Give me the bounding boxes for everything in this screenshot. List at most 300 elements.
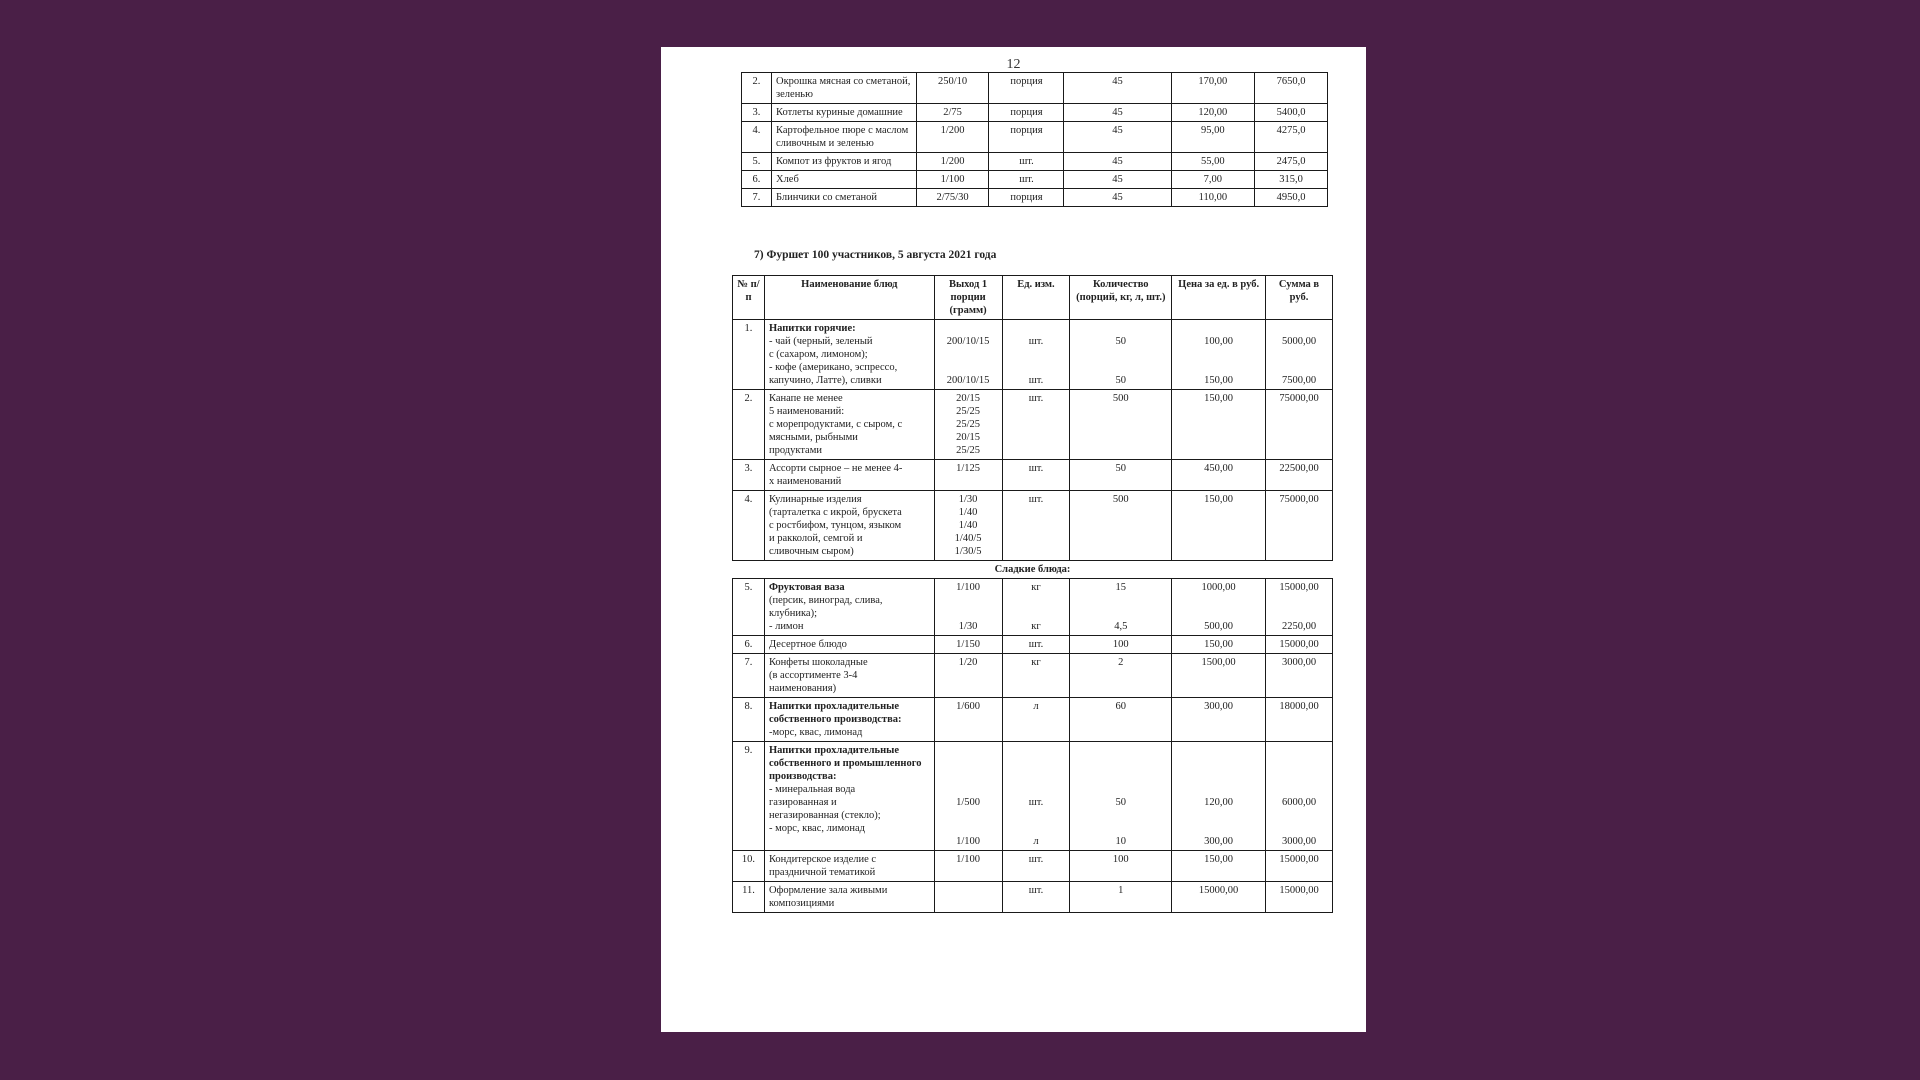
cell-output: 1/200 bbox=[916, 153, 989, 171]
cell-output bbox=[934, 579, 1002, 636]
cell-unit: порция bbox=[989, 104, 1064, 122]
output-value: 1/30/5 bbox=[954, 546, 982, 557]
item-title: Фруктовая ваза bbox=[768, 582, 845, 593]
cell-name: Картофельное пюре с маслом сливочным и зеленью bbox=[771, 122, 916, 153]
unit-value: л bbox=[1033, 836, 1039, 847]
price-value bbox=[1176, 594, 1261, 607]
cell-price bbox=[1172, 579, 1266, 636]
cell-output bbox=[934, 390, 1002, 460]
qty-value: 500 bbox=[1112, 393, 1129, 404]
price-value: 150,00 bbox=[1204, 393, 1234, 404]
sum-value bbox=[1270, 322, 1328, 335]
output-value: 25/25 bbox=[956, 406, 981, 417]
cell-num: 2. bbox=[742, 73, 772, 104]
sum-value bbox=[1270, 744, 1328, 757]
cell-qty bbox=[1070, 636, 1172, 654]
table-row bbox=[733, 698, 1333, 742]
price-value: 150,00 bbox=[1204, 639, 1234, 650]
price-value: 1500,00 bbox=[1201, 657, 1236, 668]
table-row bbox=[742, 189, 1328, 207]
cell-qty bbox=[1070, 654, 1172, 698]
cell-sum bbox=[1266, 320, 1333, 390]
cell-output: 1/200 bbox=[916, 122, 989, 153]
header-qty: Количество (порций, кг, л, шт.) bbox=[1070, 276, 1172, 320]
cell-unit bbox=[1002, 654, 1070, 698]
output-value: 1/150 bbox=[956, 639, 981, 650]
header-output: Выход 1 порции (грамм) bbox=[934, 276, 1002, 320]
unit-value: кг bbox=[1031, 621, 1041, 632]
cell-sum bbox=[1266, 742, 1333, 851]
price-value: 150,00 bbox=[1204, 494, 1234, 505]
qty-value: 1 bbox=[1118, 885, 1124, 896]
table-row bbox=[733, 851, 1333, 882]
cell-qty bbox=[1070, 742, 1172, 851]
item-line: Кондитерское изделие с bbox=[768, 854, 877, 865]
cell-qty bbox=[1070, 460, 1172, 491]
table-row bbox=[742, 153, 1328, 171]
item-title: Напитки прохладительные собственного и промышленного производства: bbox=[768, 745, 922, 782]
qty-value bbox=[1074, 770, 1167, 783]
cell-output: 2/75/30 bbox=[916, 189, 989, 207]
page-number: 12 bbox=[1006, 57, 1021, 72]
price-value: 150,00 bbox=[1204, 854, 1234, 865]
cell-price bbox=[1172, 320, 1266, 390]
output-value bbox=[939, 809, 998, 822]
cell-qty: 45 bbox=[1064, 104, 1171, 122]
cell-sum: 5400,0 bbox=[1255, 104, 1328, 122]
cell-qty bbox=[1070, 579, 1172, 636]
cell-unit: порция bbox=[989, 73, 1064, 104]
output-value: 1/30 bbox=[958, 494, 978, 505]
cell-num: 2. bbox=[733, 390, 765, 460]
item-line: (в ассортименте 3-4 bbox=[768, 670, 858, 681]
cell-qty bbox=[1070, 390, 1172, 460]
output-value bbox=[939, 770, 998, 783]
cell-sum: 315,0 bbox=[1255, 171, 1328, 189]
document-page bbox=[661, 47, 1366, 1032]
cell-name bbox=[764, 579, 934, 636]
cell-unit: шт. bbox=[989, 171, 1064, 189]
table-row bbox=[733, 742, 1333, 851]
cell-name: Окрошка мясная со сметаной, зеленью bbox=[771, 73, 916, 104]
header-sum: Сумма в руб. bbox=[1266, 276, 1333, 320]
cell-unit bbox=[1002, 390, 1070, 460]
price-value bbox=[1176, 348, 1261, 361]
cell-name bbox=[764, 851, 934, 882]
cell-name bbox=[764, 320, 934, 390]
unit-value: шт. bbox=[1028, 797, 1044, 808]
item-line: Конфеты шоколадные bbox=[768, 657, 868, 668]
item-line: клубника); bbox=[768, 608, 818, 619]
price-value: 150,00 bbox=[1204, 375, 1234, 386]
unit-value: шт. bbox=[1028, 639, 1044, 650]
cell-num: 3. bbox=[733, 460, 765, 491]
price-value bbox=[1176, 361, 1261, 374]
item-line: и ракколой, семгой и bbox=[768, 533, 863, 544]
cell-num: 9. bbox=[733, 742, 765, 851]
item-line: (персик, виноград, слива, bbox=[768, 595, 883, 606]
unit-value bbox=[1007, 744, 1066, 757]
qty-value: 50 bbox=[1115, 336, 1127, 347]
item-line: Оформление зала живыми bbox=[768, 885, 888, 896]
cell-qty bbox=[1070, 698, 1172, 742]
unit-value bbox=[1007, 770, 1066, 783]
qty-value: 50 bbox=[1115, 375, 1127, 386]
cell-price: 7,00 bbox=[1171, 171, 1255, 189]
output-value bbox=[939, 607, 998, 620]
qty-value bbox=[1074, 744, 1167, 757]
unit-value bbox=[1007, 607, 1066, 620]
cell-qty bbox=[1070, 320, 1172, 390]
qty-value: 10 bbox=[1115, 836, 1127, 847]
item-line: 5 наименований: bbox=[768, 406, 845, 417]
cell-qty: 45 bbox=[1064, 122, 1171, 153]
output-value bbox=[939, 757, 998, 770]
unit-value: шт. bbox=[1028, 393, 1044, 404]
header-name: Наименование блюд bbox=[764, 276, 934, 320]
sum-value: 5000,00 bbox=[1281, 336, 1317, 347]
output-value: 200/10/15 bbox=[946, 375, 990, 386]
unit-value bbox=[1007, 348, 1066, 361]
cell-name bbox=[764, 654, 934, 698]
output-value: 1/40/5 bbox=[954, 533, 982, 544]
cell-sum bbox=[1266, 491, 1333, 561]
sweet-heading-row bbox=[733, 561, 1333, 579]
output-value bbox=[939, 744, 998, 757]
sum-value: 75000,00 bbox=[1279, 393, 1319, 404]
item-line: - чай (черный, зеленый bbox=[768, 336, 873, 347]
cell-price bbox=[1172, 390, 1266, 460]
sum-value bbox=[1270, 783, 1328, 796]
qty-value: 60 bbox=[1115, 701, 1127, 712]
output-value: 20/15 bbox=[956, 393, 981, 404]
cell-unit bbox=[1002, 742, 1070, 851]
item-line: негазированная (стекло); bbox=[768, 810, 881, 821]
output-value: 20/15 bbox=[956, 432, 981, 443]
sum-value bbox=[1270, 607, 1328, 620]
item-line: праздничной тематикой bbox=[768, 867, 876, 878]
cell-num: 11. bbox=[733, 882, 765, 913]
table-row bbox=[742, 171, 1328, 189]
cell-sum: 4275,0 bbox=[1255, 122, 1328, 153]
cell-price bbox=[1172, 882, 1266, 913]
cell-name bbox=[764, 882, 934, 913]
cell-sum bbox=[1266, 636, 1333, 654]
cell-name: Компот из фруктов и ягод bbox=[771, 153, 916, 171]
table-row bbox=[733, 390, 1333, 460]
cell-qty: 45 bbox=[1064, 189, 1171, 207]
sum-value: 15000,00 bbox=[1279, 885, 1319, 896]
cell-name bbox=[764, 698, 934, 742]
cell-price bbox=[1172, 654, 1266, 698]
price-value: 450,00 bbox=[1204, 463, 1234, 474]
cell-unit bbox=[1002, 320, 1070, 390]
item-line: газированная и bbox=[768, 797, 837, 808]
section-heading: 7) Фуршет 100 участников, 5 августа 2021 года bbox=[754, 249, 997, 261]
output-value: 1/40 bbox=[958, 507, 978, 518]
cell-output bbox=[934, 460, 1002, 491]
cell-price bbox=[1172, 851, 1266, 882]
output-value: 25/25 bbox=[956, 419, 981, 430]
cell-price bbox=[1172, 636, 1266, 654]
unit-value: шт. bbox=[1028, 375, 1044, 386]
output-value: 1/20 bbox=[958, 657, 978, 668]
qty-value bbox=[1074, 594, 1167, 607]
item-line: -морс, квас, лимонад bbox=[768, 727, 863, 738]
qty-value: 2 bbox=[1118, 657, 1124, 668]
cell-output: 250/10 bbox=[916, 73, 989, 104]
item-line: наименования) bbox=[768, 683, 837, 694]
cell-unit bbox=[1002, 636, 1070, 654]
buffet-table bbox=[732, 275, 1333, 913]
cell-sum bbox=[1266, 460, 1333, 491]
item-line: (тарталетка с икрой, брускета bbox=[768, 507, 902, 518]
cell-price bbox=[1172, 460, 1266, 491]
item-line: капучино, Латте), сливки bbox=[768, 375, 882, 386]
unit-value bbox=[1007, 594, 1066, 607]
qty-value: 50 bbox=[1115, 463, 1127, 474]
table-row bbox=[733, 579, 1333, 636]
table-row bbox=[733, 654, 1333, 698]
cell-output bbox=[934, 491, 1002, 561]
table-row bbox=[742, 73, 1328, 104]
output-value: 1/40 bbox=[958, 520, 978, 531]
cell-output bbox=[934, 636, 1002, 654]
cell-sum bbox=[1266, 579, 1333, 636]
item-line: композициями bbox=[768, 898, 835, 909]
cell-output bbox=[934, 698, 1002, 742]
cell-num: 7. bbox=[742, 189, 772, 207]
output-value bbox=[939, 594, 998, 607]
item-line: с (сахаром, лимоном); bbox=[768, 349, 868, 360]
unit-value: кг bbox=[1031, 657, 1041, 668]
item-line: Канапе не менее bbox=[768, 393, 843, 404]
cell-output bbox=[934, 742, 1002, 851]
qty-value bbox=[1074, 322, 1167, 335]
price-value: 100,00 bbox=[1204, 336, 1234, 347]
price-value bbox=[1176, 322, 1261, 335]
output-value bbox=[939, 884, 998, 897]
cell-sum bbox=[1266, 851, 1333, 882]
qty-value bbox=[1074, 361, 1167, 374]
qty-value: 4,5 bbox=[1114, 621, 1128, 632]
cell-unit bbox=[1002, 698, 1070, 742]
sweet-heading: Сладкие блюда: bbox=[733, 561, 1333, 579]
cell-price: 120,00 bbox=[1171, 104, 1255, 122]
cell-sum: 7650,0 bbox=[1255, 73, 1328, 104]
table-row bbox=[733, 491, 1333, 561]
sum-value: 22500,00 bbox=[1279, 463, 1319, 474]
table-header-row bbox=[733, 276, 1333, 320]
cell-name: Блинчики со сметаной bbox=[771, 189, 916, 207]
cell-sum: 2475,0 bbox=[1255, 153, 1328, 171]
sum-value: 15000,00 bbox=[1279, 854, 1319, 865]
item-line: - лимон bbox=[768, 621, 804, 632]
sum-value: 3000,00 bbox=[1281, 836, 1317, 847]
cell-num: 5. bbox=[742, 153, 772, 171]
sum-value: 75000,00 bbox=[1279, 494, 1319, 505]
cell-num: 3. bbox=[742, 104, 772, 122]
cell-price bbox=[1172, 742, 1266, 851]
unit-value: шт. bbox=[1028, 854, 1044, 865]
cell-qty: 45 bbox=[1064, 153, 1171, 171]
cell-unit bbox=[1002, 491, 1070, 561]
qty-value: 500 bbox=[1112, 494, 1129, 505]
price-value bbox=[1176, 822, 1261, 835]
cell-num: 8. bbox=[733, 698, 765, 742]
item-line: Кулинарные изделия bbox=[768, 494, 862, 505]
cell-price: 95,00 bbox=[1171, 122, 1255, 153]
price-value: 15000,00 bbox=[1198, 885, 1239, 896]
output-value: 1/100 bbox=[956, 854, 981, 865]
sum-value: 2250,00 bbox=[1281, 621, 1317, 632]
price-value: 300,00 bbox=[1204, 701, 1234, 712]
qty-value bbox=[1074, 809, 1167, 822]
cell-sum: 4950,0 bbox=[1255, 189, 1328, 207]
unit-value bbox=[1007, 361, 1066, 374]
unit-value: шт. bbox=[1028, 885, 1044, 896]
output-value bbox=[939, 822, 998, 835]
output-value: 1/600 bbox=[956, 701, 981, 712]
cell-num: 6. bbox=[742, 171, 772, 189]
table-row bbox=[742, 122, 1328, 153]
price-value bbox=[1176, 757, 1261, 770]
cell-sum bbox=[1266, 698, 1333, 742]
sum-value: 15000,00 bbox=[1279, 639, 1319, 650]
cell-unit bbox=[1002, 579, 1070, 636]
item-line: продуктами bbox=[768, 445, 822, 456]
cell-name bbox=[764, 742, 934, 851]
sum-value bbox=[1270, 348, 1328, 361]
sum-value: 15000,00 bbox=[1279, 582, 1319, 593]
cell-price: 170,00 bbox=[1171, 73, 1255, 104]
cell-num: 10. bbox=[733, 851, 765, 882]
cell-price bbox=[1172, 698, 1266, 742]
item-line: с ростбифом, тунцом, языком bbox=[768, 520, 902, 531]
item-line: сливочным сыром) bbox=[768, 546, 854, 557]
qty-value bbox=[1074, 348, 1167, 361]
item-line: - минеральная вода bbox=[768, 784, 856, 795]
output-value bbox=[939, 322, 998, 335]
header-num: № п/п bbox=[733, 276, 765, 320]
table-row bbox=[733, 460, 1333, 491]
cell-qty: 45 bbox=[1064, 73, 1171, 104]
qty-value: 100 bbox=[1112, 854, 1129, 865]
unit-value: л bbox=[1033, 701, 1039, 712]
cell-output bbox=[934, 320, 1002, 390]
qty-value: 15 bbox=[1115, 582, 1127, 593]
cell-unit: порция bbox=[989, 189, 1064, 207]
unit-value bbox=[1007, 822, 1066, 835]
qty-value bbox=[1074, 822, 1167, 835]
item-line: - морс, квас, лимонад bbox=[768, 823, 865, 834]
cell-price: 110,00 bbox=[1171, 189, 1255, 207]
item-title: Напитки горячие: bbox=[768, 323, 856, 334]
header-price: Цена за ед. в руб. bbox=[1172, 276, 1266, 320]
cell-output bbox=[934, 851, 1002, 882]
sum-value: 7500,00 bbox=[1281, 375, 1317, 386]
cell-unit: шт. bbox=[989, 153, 1064, 171]
item-line: Десертное блюдо bbox=[768, 639, 847, 650]
cell-unit bbox=[1002, 851, 1070, 882]
cell-sum bbox=[1266, 390, 1333, 460]
cell-price: 55,00 bbox=[1171, 153, 1255, 171]
cell-num: 7. bbox=[733, 654, 765, 698]
output-value: 200/10/15 bbox=[946, 336, 990, 347]
cell-name: Хлеб bbox=[771, 171, 916, 189]
price-value bbox=[1176, 744, 1261, 757]
cell-qty bbox=[1070, 491, 1172, 561]
unit-value: шт. bbox=[1028, 336, 1044, 347]
sum-value bbox=[1270, 809, 1328, 822]
output-value bbox=[939, 348, 998, 361]
sum-value bbox=[1270, 594, 1328, 607]
cell-output bbox=[934, 654, 1002, 698]
price-value: 120,00 bbox=[1204, 797, 1234, 808]
cell-name bbox=[764, 460, 934, 491]
cell-name bbox=[764, 491, 934, 561]
table-row bbox=[733, 636, 1333, 654]
cell-qty: 45 bbox=[1064, 171, 1171, 189]
price-value bbox=[1176, 809, 1261, 822]
item-line: х наименований bbox=[768, 476, 842, 487]
unit-value bbox=[1007, 809, 1066, 822]
menu-table-continued bbox=[741, 72, 1328, 207]
sum-value: 3000,00 bbox=[1281, 657, 1317, 668]
unit-value: шт. bbox=[1028, 463, 1044, 474]
cell-sum bbox=[1266, 882, 1333, 913]
output-value: 1/500 bbox=[956, 797, 981, 808]
sum-value: 18000,00 bbox=[1279, 701, 1319, 712]
price-value bbox=[1176, 783, 1261, 796]
cell-unit bbox=[1002, 882, 1070, 913]
cell-num: 4. bbox=[733, 491, 765, 561]
price-value bbox=[1176, 607, 1261, 620]
cell-num: 1. bbox=[733, 320, 765, 390]
price-value: 1000,00 bbox=[1201, 582, 1236, 593]
cell-price bbox=[1172, 491, 1266, 561]
cell-sum bbox=[1266, 654, 1333, 698]
qty-value bbox=[1074, 607, 1167, 620]
output-value: 1/30 bbox=[958, 621, 978, 632]
table-row bbox=[742, 104, 1328, 122]
unit-value: кг bbox=[1031, 582, 1041, 593]
item-line: - кофе (американо, эспрессо, bbox=[768, 362, 898, 373]
unit-value bbox=[1007, 783, 1066, 796]
sum-value bbox=[1270, 770, 1328, 783]
table-row bbox=[733, 320, 1333, 390]
output-value: 1/125 bbox=[956, 463, 981, 474]
unit-value: шт. bbox=[1028, 494, 1044, 505]
cell-num: 5. bbox=[733, 579, 765, 636]
cell-qty bbox=[1070, 851, 1172, 882]
qty-value: 100 bbox=[1112, 639, 1129, 650]
price-value: 500,00 bbox=[1204, 621, 1234, 632]
output-value bbox=[939, 783, 998, 796]
qty-value bbox=[1074, 757, 1167, 770]
cell-output bbox=[934, 882, 1002, 913]
cell-output: 1/100 bbox=[916, 171, 989, 189]
price-value: 300,00 bbox=[1204, 836, 1234, 847]
output-value bbox=[939, 361, 998, 374]
qty-value: 50 bbox=[1115, 797, 1127, 808]
cell-qty bbox=[1070, 882, 1172, 913]
unit-value bbox=[1007, 757, 1066, 770]
item-line: с морепродуктами, с сыром, с bbox=[768, 419, 903, 430]
cell-unit: порция bbox=[989, 122, 1064, 153]
cell-num: 4. bbox=[742, 122, 772, 153]
output-value: 1/100 bbox=[956, 582, 981, 593]
